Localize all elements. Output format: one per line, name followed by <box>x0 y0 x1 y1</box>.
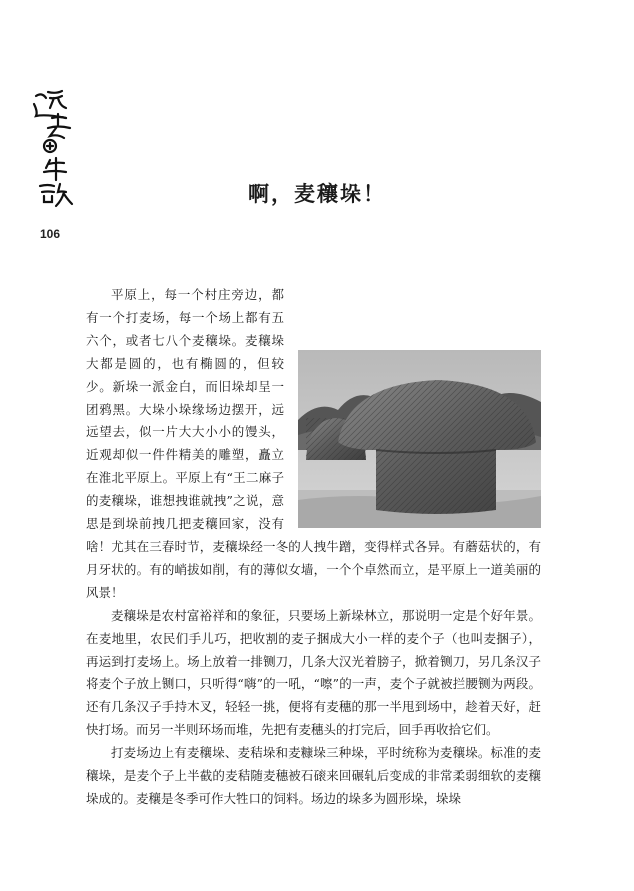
paragraph-3: 打麦场边上有麦穰垛、麦秸垛和麦糠垛三种垛，平时统称为麦穰垛。标准的麦穰垛，是麦个子上半截的麦秸随麦穗被石磙来回碾轧后变成的非常柔弱细软的麦穰垛成的。麦穰是冬季可作大牲口的饲料。场边的垛多为圆形垛，垛垛 <box>86 745 541 806</box>
body-text <box>86 284 541 811</box>
haystack-image <box>298 350 541 528</box>
page-number: 106 <box>40 227 61 241</box>
paragraph-2: 麦穰垛是农村富裕祥和的象征，只要场上新垛林立，那说明一定是个好年景。在麦地里，农民们手儿巧，把收割的麦子捆成大小一样的麦个子（也叫麦捆子），再运到打麦场上。场上放着一排铡刀，几条大汉光着膀子，掀着铡刀，另几条汉子将麦个子放上铡口，只听得“嗨”的一吼，“嚓”的一声，麦个子就被拦腰铡为两段。还有几条汉子手持木叉，轻轻一挑，便将有麦穗的那一半甩到场中，趁着天好，赶快打场。而另一半则环场而堆，先把有麦穗头的打完后，回手再收拾它们。 <box>86 607 541 738</box>
paragraph-1: 平原上，每一个村庄旁边，都有一个打麦场，每一个场上都有五六个，或者七八个麦穰垛。麦穰垛大都是圆的，也有椭圆的，但较少。新垛一派金白，而旧垛却呈一团鸦黑。大垛小垛缘场边摆开，远远望去，似一片大大小小的馒头，近观却似一件件精美的雕塑，矗立在淮北平原上。平原上有“王二麻子的麦穰垛，谁想拽谁就拽”之说，意思是到垛前拽几把麦穰回家，没有啥！尤其在三春时节，麦穰垛经一冬的人拽牛蹭，变得样式各异。有蘑菇状的，有月牙状的。有的峭拔如削，有的薄似女墙，一个个卓然而立，是平原上一道美丽的风景！ <box>86 287 541 600</box>
haystack-photo <box>298 350 541 528</box>
chapter-title: 啊，麦穰垛！ <box>248 181 386 206</box>
